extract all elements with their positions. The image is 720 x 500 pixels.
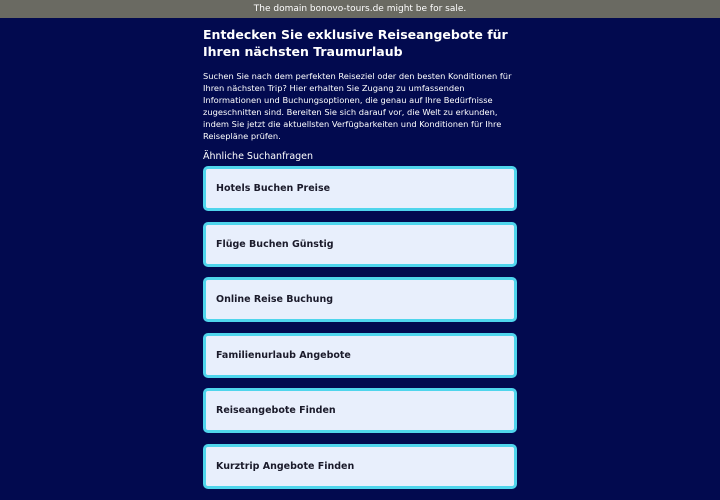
- related-search-link[interactable]: [203, 166, 517, 211]
- page-title: Entdecken Sie exklusive Reiseangebote für Ihren nächsten Traumurlaub: [203, 27, 508, 59]
- related-search-link[interactable]: [203, 444, 517, 489]
- domain-sale-banner: [0, 0, 720, 18]
- related-search-label: Online Reise Buchung: [216, 294, 334, 306]
- related-searches-list: [203, 166, 518, 489]
- related-search-link[interactable]: [203, 277, 517, 322]
- related-search-link[interactable]: [203, 222, 517, 267]
- main-content: [203, 18, 518, 500]
- domain-sale-text: The domain bonovo-tours.de might be for sale.: [253, 4, 467, 14]
- related-search-label: Reiseangebote Finden: [216, 405, 336, 417]
- related-search-label: Familienurlaub Angebote: [216, 349, 351, 361]
- related-search-link[interactable]: [203, 388, 517, 433]
- page-description: Suchen Sie nach dem perfekten Reiseziel oder den besten Konditionen für Ihren nächsten Trip? Hier erhalten Sie Zugang zu umfassenden Informationen und Buchungsoptionen, die genau auf Ihre Bedürfnisse zugeschnitten sind. Bereiten Sie sich darauf vor, die Welt zu erkunden, indem Sie jetzt die aktuellsten Verfügbarkeiten und Konditionen für Ihre Reisepläne prüfen.: [203, 71, 512, 141]
- related-searches-heading: Ähnliche Suchanfragen: [203, 151, 314, 162]
- related-search-label: Flüge Buchen Günstig: [216, 238, 334, 250]
- related-search-label: Kurztrip Angebote Finden: [216, 460, 355, 472]
- related-search-link[interactable]: [203, 333, 517, 378]
- related-search-label: Hotels Buchen Preise: [216, 183, 331, 194]
